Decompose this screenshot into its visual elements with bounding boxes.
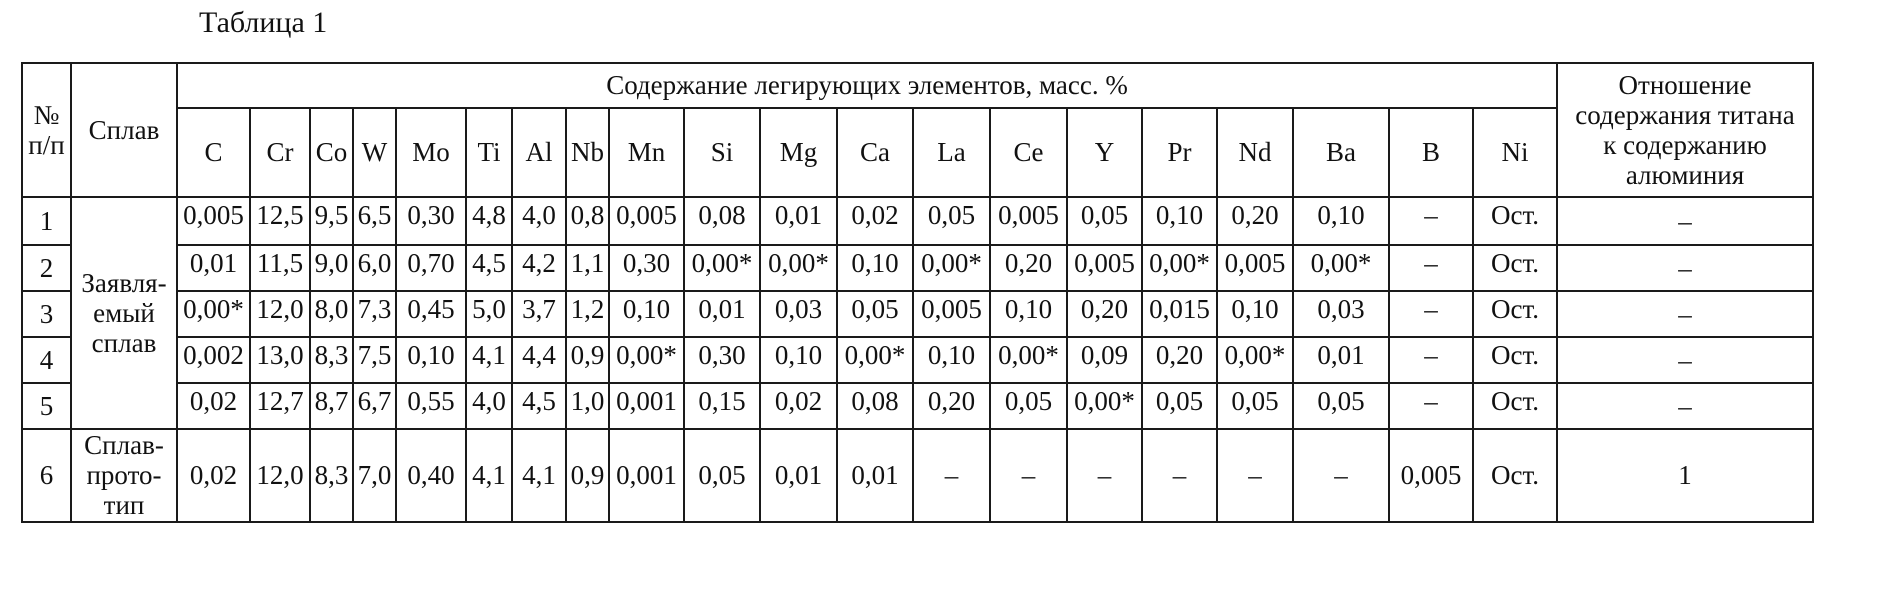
alloy-group-prototype-line: прото- — [86, 460, 162, 491]
cell-la: 0,20 — [913, 383, 990, 429]
header-element-b: B — [1389, 108, 1473, 197]
cell-ni: Ост. — [1473, 245, 1557, 291]
cell-co: 9,0 — [310, 245, 353, 291]
cell-si: 0,00* — [684, 245, 760, 291]
cell-pr: 0,10 — [1142, 197, 1217, 245]
cell-ce: 0,005 — [990, 197, 1067, 245]
alloy-composition-table — [21, 62, 1814, 523]
cell-mo: 0,40 — [396, 429, 466, 522]
cell-ce: – — [990, 429, 1067, 522]
header-element-ba: Ba — [1293, 108, 1389, 197]
cell-al: 4,4 — [512, 337, 566, 383]
cell-mg: 0,10 — [760, 337, 837, 383]
cell-si: 0,15 — [684, 383, 760, 429]
cell-ratio: – — [1557, 245, 1813, 291]
header-element-ca: Ca — [837, 108, 913, 197]
cell-cr: 13,0 — [250, 337, 310, 383]
header-element-si: Si — [684, 108, 760, 197]
cell-si: 0,01 — [684, 291, 760, 337]
cell-ratio: – — [1557, 383, 1813, 429]
cell-b: – — [1389, 337, 1473, 383]
cell-y: 0,00* — [1067, 383, 1142, 429]
cell-ratio: 1 — [1557, 429, 1813, 522]
cell-ba: 0,05 — [1293, 383, 1389, 429]
cell-mo: 0,10 — [396, 337, 466, 383]
cell-c: 0,01 — [177, 245, 250, 291]
row-number: 2 — [22, 245, 71, 291]
cell-ce: 0,00* — [990, 337, 1067, 383]
cell-mo: 0,55 — [396, 383, 466, 429]
cell-nb: 1,0 — [566, 383, 609, 429]
cell-ratio: – — [1557, 337, 1813, 383]
cell-al: 4,2 — [512, 245, 566, 291]
alloy-group-claimed-line: емый — [93, 297, 155, 328]
alloy-group-prototype-line: Сплав- — [84, 430, 164, 460]
header-element-ce: Ce — [990, 108, 1067, 197]
cell-al: 4,0 — [512, 197, 566, 245]
row-number: 4 — [22, 337, 71, 383]
table-row — [22, 383, 1813, 429]
cell-co: 8,7 — [310, 383, 353, 429]
alloy-group-claimed-line: сплав — [91, 328, 157, 359]
cell-c: 0,02 — [177, 383, 250, 429]
cell-mg: 0,01 — [760, 197, 837, 245]
row-number: 6 — [22, 429, 71, 522]
header-element-cr: Cr — [250, 108, 310, 197]
cell-si: 0,08 — [684, 197, 760, 245]
row-number: 1 — [22, 197, 71, 245]
header-ratio — [1557, 63, 1813, 197]
cell-ca: 0,10 — [837, 245, 913, 291]
cell-al: 3,7 — [512, 291, 566, 337]
cell-pr: 0,05 — [1142, 383, 1217, 429]
cell-mo: 0,30 — [396, 197, 466, 245]
cell-mn: 0,001 — [609, 383, 684, 429]
table-row — [22, 337, 1813, 383]
cell-nd: 0,20 — [1217, 197, 1293, 245]
header-element-y: Y — [1067, 108, 1142, 197]
cell-ca: 0,05 — [837, 291, 913, 337]
cell-y: – — [1067, 429, 1142, 522]
cell-ba: 0,01 — [1293, 337, 1389, 383]
cell-ba: 0,00* — [1293, 245, 1389, 291]
header-element-nb: Nb — [566, 108, 609, 197]
cell-nb: 1,1 — [566, 245, 609, 291]
cell-w: 6,7 — [353, 383, 396, 429]
header-element-la: La — [913, 108, 990, 197]
cell-c: 0,00* — [177, 291, 250, 337]
cell-al: 4,5 — [512, 383, 566, 429]
cell-ba: 0,10 — [1293, 197, 1389, 245]
header-element-w: W — [353, 108, 396, 197]
cell-co: 8,0 — [310, 291, 353, 337]
cell-ba: 0,03 — [1293, 291, 1389, 337]
header-ratio-line1: Отношение — [1618, 69, 1752, 100]
cell-la: – — [913, 429, 990, 522]
header-ratio-line2: содержания титана — [1575, 99, 1795, 130]
cell-c: 0,005 — [177, 197, 250, 245]
cell-al: 4,1 — [512, 429, 566, 522]
cell-co: 8,3 — [310, 429, 353, 522]
header-element-al: Al — [512, 108, 566, 197]
cell-ti: 5,0 — [466, 291, 512, 337]
cell-cr: 12,5 — [250, 197, 310, 245]
cell-c: 0,002 — [177, 337, 250, 383]
cell-ti: 4,1 — [466, 429, 512, 522]
cell-ca: 0,00* — [837, 337, 913, 383]
table-row — [22, 291, 1813, 337]
cell-nb: 1,2 — [566, 291, 609, 337]
alloy-group-claimed — [71, 197, 177, 429]
cell-c: 0,02 — [177, 429, 250, 522]
cell-mg: 0,00* — [760, 245, 837, 291]
cell-mg: 0,02 — [760, 383, 837, 429]
cell-ni: Ост. — [1473, 383, 1557, 429]
cell-ni: Ост. — [1473, 337, 1557, 383]
cell-b: – — [1389, 383, 1473, 429]
header-ratio-line4: алюминия — [1625, 160, 1745, 191]
cell-ti: 4,8 — [466, 197, 512, 245]
cell-pr: 0,00* — [1142, 245, 1217, 291]
cell-y: 0,20 — [1067, 291, 1142, 337]
cell-y: 0,05 — [1067, 197, 1142, 245]
header-content-group: Содержание легирующих элементов, масс. % — [177, 63, 1557, 108]
header-ratio-line3: к содержанию — [1603, 130, 1767, 160]
header-element-mg: Mg — [760, 108, 837, 197]
header-element-mo: Mo — [396, 108, 466, 197]
header-element-ni: Ni — [1473, 108, 1557, 197]
cell-nb: 0,8 — [566, 197, 609, 245]
cell-w: 7,3 — [353, 291, 396, 337]
cell-b: – — [1389, 197, 1473, 245]
cell-mg: 0,01 — [760, 429, 837, 522]
cell-nb: 0,9 — [566, 429, 609, 522]
cell-mn: 0,00* — [609, 337, 684, 383]
cell-mn: 0,005 — [609, 197, 684, 245]
table-row — [22, 429, 1813, 522]
cell-cr: 12,7 — [250, 383, 310, 429]
cell-ca: 0,02 — [837, 197, 913, 245]
header-element-pr: Pr — [1142, 108, 1217, 197]
cell-ti: 4,1 — [466, 337, 512, 383]
alloy-group-prototype — [71, 429, 177, 522]
header-num-line1: № — [33, 99, 60, 130]
row-number: 3 — [22, 291, 71, 337]
cell-ti: 4,5 — [466, 245, 512, 291]
cell-y: 0,09 — [1067, 337, 1142, 383]
cell-ce: 0,20 — [990, 245, 1067, 291]
header-element-mn: Mn — [609, 108, 684, 197]
header-element-ti: Ti — [466, 108, 512, 197]
cell-ni: Ост. — [1473, 429, 1557, 522]
cell-mn: 0,30 — [609, 245, 684, 291]
cell-si: 0,30 — [684, 337, 760, 383]
table-row — [22, 197, 1813, 245]
cell-la: 0,005 — [913, 291, 990, 337]
cell-la: 0,05 — [913, 197, 990, 245]
cell-mn: 0,10 — [609, 291, 684, 337]
cell-co: 9,5 — [310, 197, 353, 245]
cell-nd: 0,005 — [1217, 245, 1293, 291]
header-alloy: Сплав — [71, 63, 177, 197]
cell-ratio: – — [1557, 197, 1813, 245]
cell-ratio: – — [1557, 291, 1813, 337]
cell-la: 0,00* — [913, 245, 990, 291]
alloy-group-claimed-line: Заявля- — [81, 267, 167, 298]
cell-w: 7,0 — [353, 429, 396, 522]
header-element-nd: Nd — [1217, 108, 1293, 197]
cell-nd: 0,00* — [1217, 337, 1293, 383]
cell-nd: 0,05 — [1217, 383, 1293, 429]
cell-ni: Ост. — [1473, 291, 1557, 337]
cell-cr: 12,0 — [250, 291, 310, 337]
cell-pr: – — [1142, 429, 1217, 522]
cell-cr: 11,5 — [250, 245, 310, 291]
cell-nd: – — [1217, 429, 1293, 522]
cell-w: 6,0 — [353, 245, 396, 291]
cell-b: – — [1389, 291, 1473, 337]
cell-w: 7,5 — [353, 337, 396, 383]
cell-ca: 0,08 — [837, 383, 913, 429]
cell-co: 8,3 — [310, 337, 353, 383]
alloy-group-prototype-line: тип — [103, 490, 145, 521]
table-caption: Таблица 1 — [199, 6, 328, 39]
cell-pr: 0,20 — [1142, 337, 1217, 383]
cell-nb: 0,9 — [566, 337, 609, 383]
cell-b: 0,005 — [1389, 429, 1473, 522]
cell-w: 6,5 — [353, 197, 396, 245]
cell-ti: 4,0 — [466, 383, 512, 429]
cell-mo: 0,45 — [396, 291, 466, 337]
cell-ca: 0,01 — [837, 429, 913, 522]
cell-mg: 0,03 — [760, 291, 837, 337]
cell-la: 0,10 — [913, 337, 990, 383]
cell-ba: – — [1293, 429, 1389, 522]
cell-cr: 12,0 — [250, 429, 310, 522]
cell-ni: Ост. — [1473, 197, 1557, 245]
header-element-co: Co — [310, 108, 353, 197]
cell-mo: 0,70 — [396, 245, 466, 291]
cell-y: 0,005 — [1067, 245, 1142, 291]
row-number: 5 — [22, 383, 71, 429]
header-element-c: C — [177, 108, 250, 197]
cell-ce: 0,10 — [990, 291, 1067, 337]
cell-mn: 0,001 — [609, 429, 684, 522]
cell-nd: 0,10 — [1217, 291, 1293, 337]
header-num — [22, 63, 71, 197]
cell-ce: 0,05 — [990, 383, 1067, 429]
cell-b: – — [1389, 245, 1473, 291]
header-num-line2: п/п — [28, 130, 65, 160]
table-row — [22, 245, 1813, 291]
cell-pr: 0,015 — [1142, 291, 1217, 337]
cell-si: 0,05 — [684, 429, 760, 522]
